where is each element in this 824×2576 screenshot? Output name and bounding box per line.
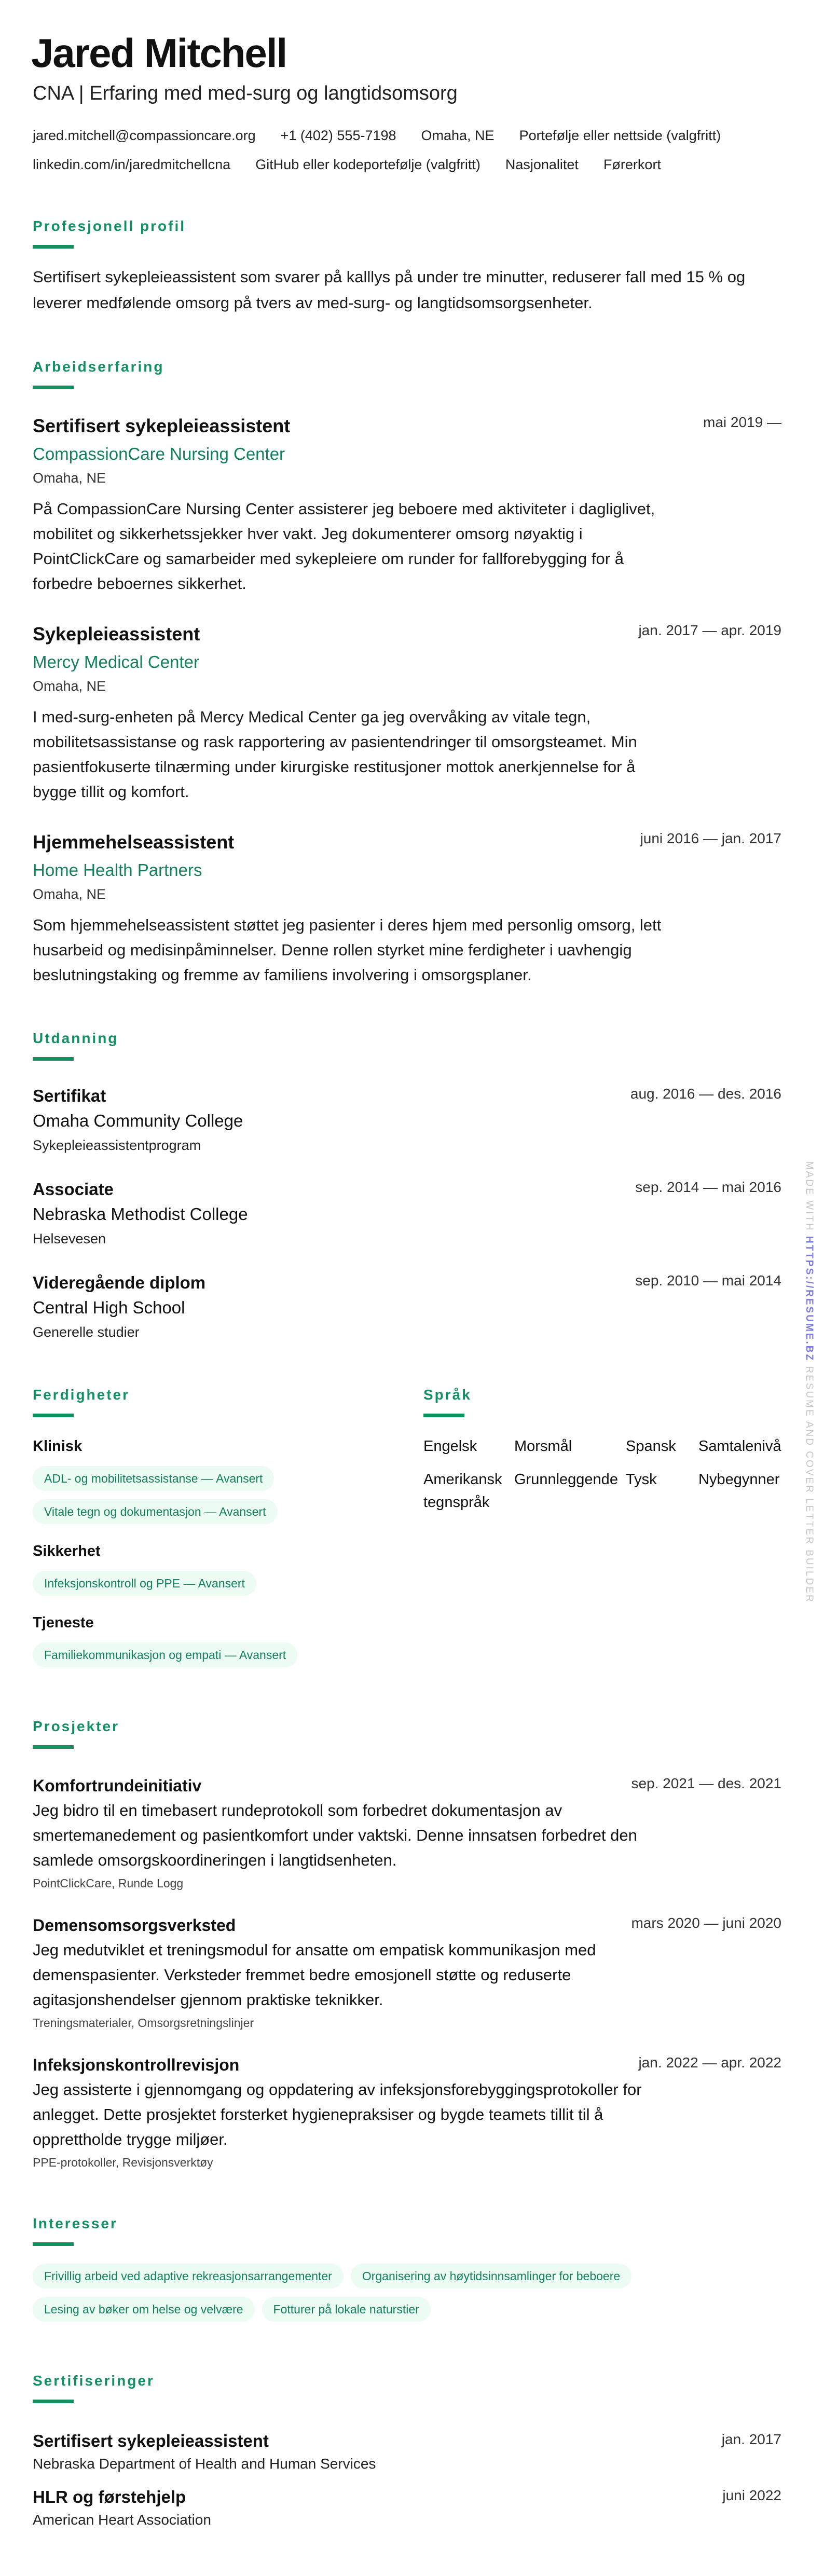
interest-tag: Organisering av høytidsinnsamlinger for beboere xyxy=(351,2264,631,2289)
certification-title: HLR og førstehjelp xyxy=(33,2487,186,2506)
projects-section xyxy=(33,1716,781,2173)
section-divider xyxy=(33,245,74,249)
skill-category: Sikkerhet xyxy=(33,1543,101,1559)
education-date: sep. 2010 — mai 2014 xyxy=(635,1272,781,1289)
section-divider xyxy=(33,2242,74,2246)
job-company: Mercy Medical Center xyxy=(33,652,199,672)
skill-tag: Familiekommunikasjon og empati — Avansert xyxy=(33,1642,297,1667)
profile-text: Sertifisert sykepleieassistent som svarer på kalllys på under tre minutter, reduserer fall med 15 % og leverer medfølende omsorg på tvers av med-surg- og langtidsomsorgsenheter. xyxy=(33,268,746,312)
job-location: Omaha, NE xyxy=(33,886,106,902)
language-name: Tysk xyxy=(626,1471,657,1488)
skill-category: Klinisk xyxy=(33,1438,83,1455)
job-description: I med-surg-enheten på Mercy Medical Center ga jeg overvåking av vitale tegn, mobilitetsassistanse og rask rapportering av pasientendringer til omsorgsteamet. Min pasientfokuserte tilnærming under kirurgiske restitusjoner mottok anerkjennelse for å bygge tillit og komfort. xyxy=(33,708,637,801)
section-divider xyxy=(33,386,74,389)
certification-entry xyxy=(33,2485,781,2531)
project-entry xyxy=(33,1913,781,2033)
certification-issuer: American Heart Association xyxy=(33,2512,211,2528)
section-heading: Prosjekter xyxy=(33,1718,119,1734)
job-location: Omaha, NE xyxy=(33,678,106,694)
contact-license: Førerkort xyxy=(603,157,661,172)
interests-section xyxy=(33,2213,781,2330)
skill-tag: ADL- og mobilitetsassistanse — Avansert xyxy=(33,1466,274,1491)
section-heading: Språk xyxy=(423,1387,472,1403)
job-description: Som hjemmehelseassistent støttet jeg pasienter i deres hjem med personlig omsorg, lett husarbeid og medisinpåminnelser. Denne rollen styrket mine ferdigheter i uavhengig beslutningstaking og fremme av familiens involvering i omsorgsplaner. xyxy=(33,916,662,984)
program: Sykepleieassistentprogram xyxy=(33,1138,201,1153)
certification-date: juni 2022 xyxy=(722,2487,781,2503)
job-date: jan. 2017 — apr. 2019 xyxy=(638,622,781,638)
watermark-link[interactable]: HTTPS://RESUME.BZ xyxy=(804,1236,815,1362)
skills-languages-row xyxy=(33,1385,781,1676)
contact-nationality: Nasjonalitet xyxy=(505,157,579,172)
certification-issuer: Nebraska Department of Health and Human Services xyxy=(33,2456,376,2472)
languages-section xyxy=(423,1385,797,1676)
degree: Sertifikat xyxy=(33,1086,106,1105)
education-entry xyxy=(33,1177,781,1251)
project-tools: Treningsmaterialer, Omsorgsretningslinjer xyxy=(33,2016,254,2030)
program: Helsevesen xyxy=(33,1231,106,1246)
education-section xyxy=(33,1028,781,1344)
school: Omaha Community College xyxy=(33,1111,243,1130)
skill-category: Tjeneste xyxy=(33,1614,94,1631)
section-heading: Sertifiseringer xyxy=(33,2373,155,2389)
project-date: sep. 2021 — des. 2021 xyxy=(631,1775,781,1791)
education-entry xyxy=(33,1084,781,1157)
job-entry xyxy=(33,412,781,596)
project-description: Jeg assisterte i gjennomgang og oppdatering av infeksjonsforebyggingsprotokoller for anlegget. Dette prosjektet forsterket hygienepraksiser og bygde teamets tillit til å opprettholde trygge miljøer. xyxy=(33,2080,642,2148)
section-divider xyxy=(33,1414,74,1417)
project-date: mars 2020 — juni 2020 xyxy=(631,1915,781,1931)
language-level: Morsmål xyxy=(514,1438,572,1455)
headline: CNA | Erfaring med med-surg og langtidsomsorg xyxy=(33,83,458,104)
project-description: Jeg bidro til en timebasert rundeprotokoll som forbedret dokumentasjon av smertemanedement og pasientkomfort under vaktski. Denne innsatsen forbedret den samlede omsorgskoordineringen i langtidsenheten. xyxy=(33,1801,637,1869)
interest-tag: Frivillig arbeid ved adaptive rekreasjonsarrangementer xyxy=(33,2264,344,2289)
candidate-name: Jared Mitchell xyxy=(31,30,287,76)
job-date: mai 2019 — xyxy=(703,414,781,430)
school: Central High School xyxy=(33,1298,185,1317)
contact-portfolio[interactable]: Portefølje eller nettside (valgfritt) xyxy=(519,128,721,143)
contact-list xyxy=(33,125,790,175)
job-title: Sertifisert sykepleieassistent xyxy=(33,415,291,436)
project-description: Jeg medutviklet et treningsmodul for ansatte om empatisk kommunikasjon med demenspasienter. Verksteder fremmet bedre emosjonell støtte og reduserte agitasjonshendelser gjennom praktiske teknikker. xyxy=(33,1941,596,2009)
section-divider xyxy=(33,1745,74,1749)
education-date: aug. 2016 — des. 2016 xyxy=(630,1086,781,1102)
project-tools: PPE-protokoller, Revisjonsverktøy xyxy=(33,2156,213,2169)
contact-linkedin[interactable]: linkedin.com/in/jaredmitchellcna xyxy=(33,157,231,172)
section-divider xyxy=(33,2400,74,2403)
project-tools: PointClickCare, Runde Logg xyxy=(33,1876,184,1890)
section-heading: Ferdigheter xyxy=(33,1387,130,1403)
skills-section xyxy=(33,1385,423,1676)
education-date: sep. 2014 — mai 2016 xyxy=(635,1179,781,1195)
section-heading: Interesser xyxy=(33,2215,118,2231)
section-divider xyxy=(33,1057,74,1061)
project-title: Infeksjonskontrollrevisjon xyxy=(33,2056,240,2074)
degree: Videregående diplom xyxy=(33,1273,206,1292)
section-heading: Utdanning xyxy=(33,1030,119,1046)
job-company: CompassionCare Nursing Center xyxy=(33,444,285,463)
job-title: Sykepleieassistent xyxy=(33,623,200,645)
watermark-suffix: RESUME AND COVER LETTER BUILDER xyxy=(804,1366,815,1604)
project-entry xyxy=(33,1773,781,1894)
program: Generelle studier xyxy=(33,1324,140,1340)
language-level: Samtalenivå xyxy=(698,1438,781,1455)
section-divider xyxy=(423,1414,464,1417)
watermark-prefix: MADE WITH xyxy=(804,1161,815,1232)
certification-entry xyxy=(33,2429,781,2475)
section-heading: Profesjonell profil xyxy=(33,218,186,234)
job-description: På CompassionCare Nursing Center assisterer jeg beboere med aktiviteter i dagliglivet, mobilitet og sikkerhetssjekker hver vakt. Jeg dokumenterer omsorg nøyaktig i PointClickCare og samarbeider med sykepleiere om runder for fallforebygging for å forbedre beboernes sikkerhet. xyxy=(33,500,655,593)
project-entry xyxy=(33,2052,781,2173)
language-name: Amerikansk tegnspråk xyxy=(423,1471,502,1511)
profile-section xyxy=(33,216,781,316)
certification-title: Sertifisert sykepleieassistent xyxy=(33,2431,269,2450)
project-title: Komfortrundeinitiativ xyxy=(33,1776,202,1795)
language-level: Grunnleggende xyxy=(514,1471,618,1488)
interest-tag: Fotturer på lokale naturstier xyxy=(262,2297,431,2322)
language-name: Spansk xyxy=(626,1438,676,1455)
job-entry xyxy=(33,620,781,804)
language-name: Engelsk xyxy=(423,1438,477,1455)
contact-github[interactable]: GitHub eller kodeportefølje (valgfritt) xyxy=(255,157,480,172)
skill-tag: Infeksjonskontroll og PPE — Avansert xyxy=(33,1571,256,1596)
contact-phone[interactable]: +1 (402) 555-7198 xyxy=(280,128,396,143)
language-level: Nybegynner xyxy=(698,1471,780,1488)
certifications-section xyxy=(33,2371,781,2531)
watermark xyxy=(803,1161,815,1604)
job-company: Home Health Partners xyxy=(33,860,202,880)
contact-email[interactable]: jared.mitchell@compassioncare.org xyxy=(33,128,256,143)
degree: Associate xyxy=(33,1180,114,1199)
job-location: Omaha, NE xyxy=(33,470,106,486)
experience-section xyxy=(33,357,781,988)
school: Nebraska Methodist College xyxy=(33,1204,248,1224)
project-date: jan. 2022 — apr. 2022 xyxy=(638,2054,781,2071)
certification-date: jan. 2017 xyxy=(721,2431,781,2447)
job-title: Hjemmehelseassistent xyxy=(33,831,235,853)
project-title: Demensomsorgsverksted xyxy=(33,1916,236,1935)
section-heading: Arbeidserfaring xyxy=(33,359,164,375)
interest-tag: Lesing av bøker om helse og velvære xyxy=(33,2297,255,2322)
job-entry xyxy=(33,828,781,988)
job-date: juni 2016 — jan. 2017 xyxy=(640,830,781,846)
contact-location: Omaha, NE xyxy=(421,128,495,143)
language-list xyxy=(423,1435,797,1514)
skill-tag: Vitale tegn og dokumentasjon — Avansert xyxy=(33,1499,278,1524)
education-entry xyxy=(33,1270,781,1344)
